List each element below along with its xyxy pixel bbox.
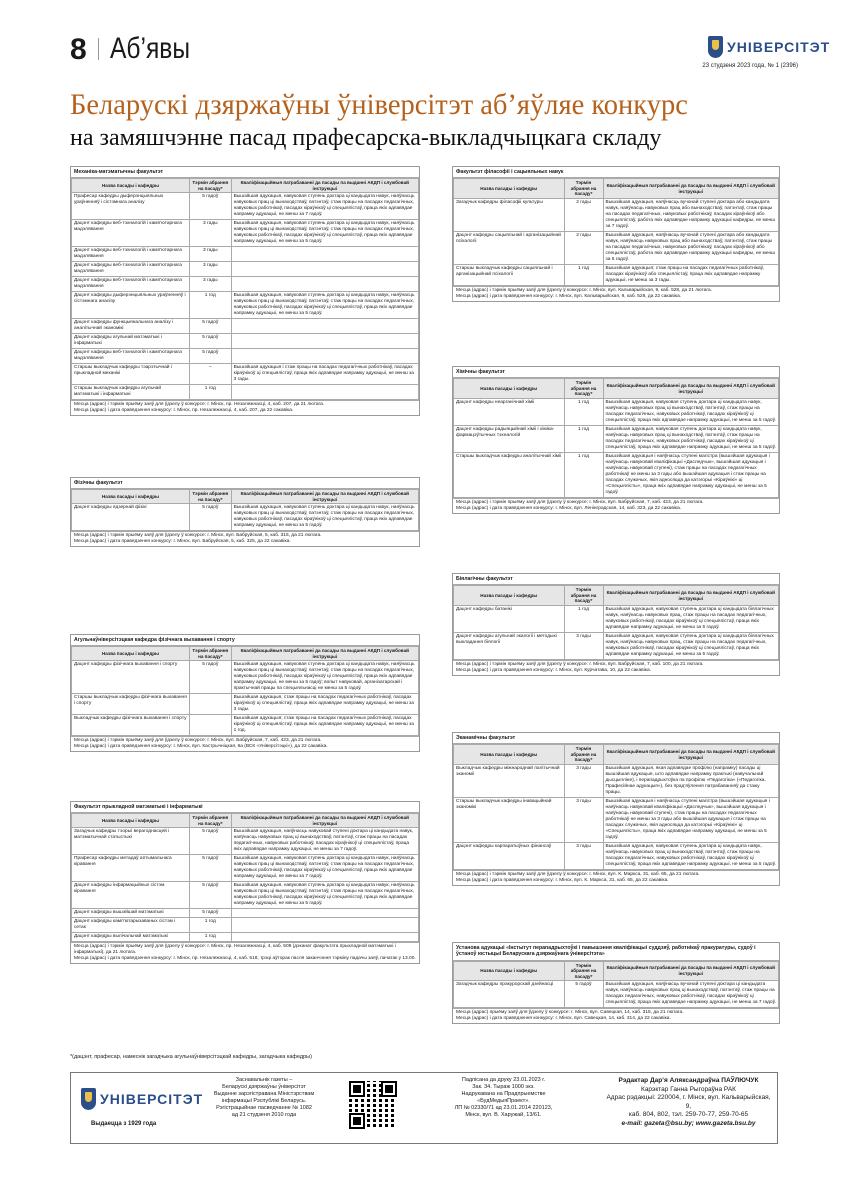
cell-qual: Вышэйшая адукацыя, навуковая ступень доктара ці кандыдата навук, наяўнасць навуковых прац ці вынаходстваў, патэнтаў, стаж працы на пасадах педагагічных, навуковых работнікаў, пасадах кіраўнікоў ці спецыялістаў, праца якіх адпавядае напрамку адукацыі, не менш за 5 гадоў. (603, 843, 779, 870)
table-row (454, 426, 779, 453)
table-row (72, 504, 419, 531)
cell-qual: Вышэйшая адукацыя, навуковая ступень доктара ці кандыдата навук, наяўнасць навуковых прац ці вынаходстваў, патэнтаў, стаж працы на пасадах педагагічных, навуковых работнікаў, пасадах кіраўнікоў ці спецыялістаў, праца якіх адпавядае напрамку адукацыі, не менш за 5 гадоў. (603, 399, 779, 426)
column-header-qual: Кваліфікацыйныя патрабаванні да пасады па выданні АКДП і службовай інструкцыі (231, 647, 418, 661)
cell-qual: Вышэйшая адукацыя, наяўнасць навуковай ступені доктара ці кандыдата навук, наяўнасць навуковых прац ці вынаходстваў, патэнтаў, стаж працы на пасадах педагагічных, навуковых работнікаў, пасадах кіраўнікоў ці спецыялістаў, праца якіх адпавядае напрамку адукацыі, не менш за 7 гадоў. (231, 828, 418, 855)
table-row (454, 606, 779, 633)
block-title: Установа адукацыі «Інстытут перападрыхтоўкі і павышэння кваліфікацыі суддзяў, работнікаў пракуратуры, судоў і ўстаноў юстыцыі Беларускага дзяржаўнага ўніверсітэта» (453, 943, 779, 961)
cell-qual: Вышэйшая адукацыя, якая адпавядае профілю (напрамку) пасады ці вышэйшая адукацыя, што адпавядае напрамку практыкі (навучальнай дысцыпліне), і перападрыхтоўка па профілю «Педагогіка» («Педагогіка. Прафесійнае адукацыя»), без прад’яўлення патрабаванняў да стажу працы. (603, 765, 779, 798)
headline: Беларускі дзяржаўны ўніверсітэт аб’яўляе конкурс (70, 88, 688, 121)
column-header-name: Назва пасады і кафедры (454, 586, 565, 606)
cell-qual: Вышэйшая адукацыя, навуковая ступень доктара ці кандыдата біялагічных навук, наяўнасць навуковых прац, стаж працы на пасадах педагагічных, навуковых работнікаў, пасадах кіраўнікоў ці спецыялістаў, праца якіх адпавядае напрамку адукацыі, не менш за 5 гадоў. (603, 633, 779, 660)
block-note: Месца (адрас) прыёму заяў для ўдзелу ў конкурсе: г. Мінск, вул. Савецкая, 14, каб. 315, да 21 лютага. Месца (адрас) і дата правядзення конкурсу: г. Мінск, вул. Савецкая, 14, каб. 314, да 22 сакавіка. (453, 1008, 779, 1023)
cell-name: Дацэнт кафедры веб-тэхналогій і камп’ютарнага мадэлявання (72, 247, 190, 262)
university-crest-icon (708, 36, 723, 58)
cell-term: 5 гадоў (189, 504, 231, 531)
cell-name: Дацэнт кафедры батанікі (454, 606, 565, 633)
block-note: Месца (адрас) і тэрмін прыёму заяў для ўдзелу ў конкурсе: г. Мінск, вул. Кальварыйская, 9, каб. 528, да 21 лютага. Месца (адрас) і дата правядзення конкурсу: г. Мінск, вул. Кальварыйская, 9, каб. 528, да 22 сакавіка. (453, 286, 779, 301)
table-row (72, 292, 419, 319)
cell-term: 5 гадоў (189, 349, 231, 364)
table-row (72, 364, 419, 385)
cell-name: Дацэнт кафедры агульнай матэматыкі і інфарматыкі (72, 334, 190, 349)
cell-qual: Вышэйшая адукацыя; стаж працы на пасадах педагагічных работнікаў, пасадах кіраўнікоў ці спецыялістаў, праца якіх адпавядае напрамку адукацыі, не менш за 1 год. (231, 715, 418, 736)
cell-name: Выкладчык кафедры фізічнага выхавання і спорту (72, 715, 190, 736)
cell-qual (231, 334, 418, 349)
cell-qual: Вышэйшая адукацыя, навуковая ступень доктара ці кандыдата навук, наяўнасць навуковых прац ці вынаходстваў, патэнтаў, стаж працы на пасадах педагагічных, навуковых работнікаў, пасадах кіраўнікоў ці спецыялістаў, праца якіх адпавядае напрамку адукацыі, не менш за 5 гадоў. (231, 504, 418, 531)
cell-name: Старшы выкладчык кафедры інавацыйнай эканомікі (454, 798, 565, 843)
editor: Рэдактар Дар’я Аляксандраўна ПАЎЛЮЧУК (618, 1077, 759, 1084)
table-row (72, 220, 419, 247)
table-row (72, 882, 419, 909)
cell-term: 1 год (564, 426, 603, 453)
imprint-box (70, 1072, 778, 1144)
column-header-qual: Кваліфікацыйныя патрабаванні да пасады па выданні АКДП і службовай інструкцыі (603, 745, 779, 765)
column-header-qual: Кваліфікацыйныя патрабаванні да пасады па выданні АКДП і службовай інструкцыі (603, 586, 779, 606)
cell-term: 1 год (564, 606, 603, 633)
block-note: Месца (адрас) і тэрмін прыёму заяў для ўдзелу ў конкурсе: г. Мінск, вул. Бабруйская, 7, каб. 423, да 21 лютага. Месца (адрас) і дата правядзення конкурсу: г. Мінск, вул. Ленінградская, 14, каб. 323, да 22 сакавіка. (453, 498, 779, 513)
positions-table (453, 961, 779, 1009)
positions-table (71, 813, 419, 942)
cell-term: – (189, 364, 231, 385)
table-row (454, 843, 779, 870)
cell-name: Старшы выкладчык кафедры аналітычнай хіміі (454, 453, 565, 498)
cell-qual: Вышэйшая адукацыя, навуковая ступень доктара ці кандыдата навук, наяўнасць навуковых прац ці вынаходстваў, патэнтаў, стаж працы на пасадах педагагічных, навуковых работнікаў, пасадах кіраўнікоў ці спецыялістаў, праца якіх адпавядае напрамку адукацыі, не менш за 5 гадоў. (231, 882, 418, 909)
cell-qual: Вышэйшая адукацыя, наяўнасць вучонай ступені доктара ці кандыдата навук, наяўнасць навуковых прац ці вынаходстваў, патэнтаў, стаж працы на пасадах педагагічных, навуковых работнікаў, пасадах кіраўнікоў ці спецыялістаў, праца якіх адпавядае напрамку адукацыі, не менш за 7 гадоў. (603, 981, 779, 1008)
positions-table (71, 646, 419, 736)
cell-qual (231, 933, 418, 942)
table-row (72, 933, 419, 942)
cell-name: Старшы выкладчык кафедры агульнай матэматыкі і інфарматыкі (72, 385, 190, 400)
cell-term (189, 694, 231, 715)
table-row (72, 319, 419, 334)
cell-term: 5 гадоў (189, 909, 231, 918)
corrector: Карэктар Ганна Рыгораўна РАК (641, 1085, 736, 1093)
block-note: Месца (адрас) і тэрмін прыёму заяў для ўдзелу ў конкурсе: г. Мінск, вул. Бабруйская, 7, каб. 100, да 21 лютага. Месца (адрас) і дата правядзення конкурсу: г. Мінск, вул. Курчатава, 10, да 22 сакавіка. (453, 660, 779, 675)
positions-table (71, 489, 419, 531)
announcement-block (70, 166, 420, 416)
cell-name: Дацэнт кафедры вылічальнай матэматыкі (72, 933, 190, 942)
newspaper-logo (708, 36, 830, 58)
table-row (454, 765, 779, 798)
column-header-name: Назва пасады і кафедры (72, 814, 190, 828)
block-note: Месца (адрас) і тэрмін прыёму заяў для ўдзелу ў конкурсе: г. Мінск, вул. Бабруйская, 7, каб. 423, да 21 лютага. Месца (адрас) і дата правядзення конкурсу: г. Мінск, вул. Кастрычніцкая, 6а (ВСК «Універсітэцкі»), да 22 сакавіка. (71, 736, 419, 751)
block-note: Месца (адрас) і тэрмін прыёму заяў для ўдзелу ў конкурсе: г. Мінск, пр. Незалежнасці, 4, каб. 509 (дэканат факультэта прыкладной матэматыкі і інфарматыкі), да 21 лютага. Месца (адрас) і дата правядзення конкурсу: г. Мінск, пр. Незалежнасці, 4, каб. 518, трэці аўторак пасля заканчэння тэрміну падачы заяў, пачатак у 13.00. (71, 942, 419, 963)
cell-term: 3 гады (189, 220, 231, 247)
cell-qual (231, 385, 418, 400)
announcement-block (452, 732, 780, 886)
block-title: Хімічны факультэт (453, 367, 779, 378)
block-title: Факультэт філасофіі і сацыяльных навук (453, 167, 779, 178)
column-header-name: Назва пасады і кафедры (72, 179, 190, 193)
cell-name: Дацэнт кафедры радыяцыйнай хіміі і хіміка-фармацэўтычных тэхналогій (454, 426, 565, 453)
founder-info: Заснавальнік газеты – Беларускі дзяржаўны ўніверсітэт Выданне зарэгістравана Міністэрствам інфармацыі Рэспублікі Беларусь. Рэгістрацыйнае пасведчанне № 1082 ад 21 студзеня 2010 года (213, 1077, 315, 1118)
table-row (72, 193, 419, 220)
footnote: *(дацэнт, прафесар, намеснік загадчыка агульнаўніверсітэцкай кафедры, загадчыка кафедры) (70, 1054, 312, 1060)
table-row (72, 918, 419, 933)
cell-qual (231, 319, 418, 334)
table-row (72, 828, 419, 855)
cell-term: 3 гады (189, 262, 231, 277)
cell-name: Дацэнт кафедры ядзернай фізікі (72, 504, 190, 531)
editorial-info (606, 1077, 771, 1128)
issue-date: 23 студзеня 2023 года, № 1 (2396) (702, 63, 798, 69)
cell-name: Загадчык кафедры пракурорскай дзейнасці (454, 981, 565, 1008)
cell-term: 5 гадоў (564, 981, 603, 1008)
positions-table (453, 585, 779, 660)
cell-qual: Вышэйшая адукацыя, навуковая ступень доктара ці кандыдата навук, наяўнасць навуковых прац ці вынаходстваў, патэнтаў, стаж працы на пасадах педагагічных, навуковых работнікаў, пасадах кіраўнікоў ці спецыялістаў, праца якіх адпавядае напрамку адукацыі, не менш за 5 гадоў. (603, 426, 779, 453)
column-header-term: Тэрмін абрання на пасаду* (189, 490, 231, 504)
logo-text: УНІВЕРСІТЭТ (727, 39, 831, 55)
column-header-name: Назва пасады і кафедры (72, 490, 190, 504)
cell-qual: Вышэйшая адукацыя і наяўнасць ступені магістра (вышэйшая адукацыя і наяўнасць навуковай кваліфікацыі «Даследчык», вышэйшая адукацыя і наяўнасць навуковай ступені), стаж працы на пасадах педагагічных работнікаў не менш за 3 гады або вышэйшая адукацыя і стаж працы на пасадах служачых, якія адносяцца да катэгорыі «Кіраўнікі» ці «Спецыялісты», праца якіх адпавядае напрамку адукацыі, не менш за 5 гадоў. (603, 798, 779, 843)
cell-name: Дацэнт кафедры веб-тэхналогій і камп’ютарнага мадэлявання (72, 277, 190, 292)
column-header-term: Тэрмін абрання на пасаду* (189, 179, 231, 193)
block-title: Біялагічны факультэт (453, 574, 779, 585)
cell-name: Загадчык кафедры філасофіі культуры (454, 199, 565, 232)
cell-term: 5 гадоў (189, 828, 231, 855)
column-header-qual: Кваліфікацыйныя патрабаванні да пасады па выданні АКДП і службовай інструкцыі (603, 179, 779, 199)
cell-term: 1 год (189, 933, 231, 942)
cell-term: 5 гадоў (189, 319, 231, 334)
positions-table (453, 378, 779, 498)
cell-qual (231, 909, 418, 918)
table-row (454, 232, 779, 265)
block-title: Эканамічны факультэт (453, 733, 779, 744)
cell-name: Дацэнт кафедры фізічнага выхавання і спорту (72, 661, 190, 694)
column-header-term: Тэрмін абрання на пасаду* (564, 961, 603, 981)
cell-name: Дацэнт кафедры камп’ютарызаваных сістэм і сетак (72, 918, 190, 933)
table-row (72, 909, 419, 918)
column-header-qual: Кваліфікацыйныя патрабаванні да пасады па выданні АКДП і службовай інструкцыі (603, 961, 779, 981)
cell-name: Дацэнт кафедры функцыянальнага аналізу і аналітычнай эканомікі (72, 319, 190, 334)
block-title: Агульнаўніверсітэцкая кафедра фізічнага выхавання і спорту (71, 635, 419, 646)
announcement-block (452, 573, 780, 676)
cell-term: 1 год (189, 385, 231, 400)
print-info: Падпісана да друку 23.01.2023 г. Зак. 34. Тыраж 1000 экз. Надрукавана на Прадпрыемстве «БудМедыяПраект». ЛП № 02330/71 ад 23.01.2014 220123, Мінск, вул. В. Харужай, 13/61. (454, 1077, 553, 1118)
table-row (72, 349, 419, 364)
cell-term: 3 гады (564, 765, 603, 798)
table-row (454, 399, 779, 426)
column-header-name: Назва пасады і кафедры (454, 961, 565, 981)
cell-term: 5 гадоў (189, 661, 231, 694)
subheadline: на замяшчэнне пасад прафесарска-выкладчыцкага складу (70, 125, 662, 151)
positions-table (71, 178, 419, 400)
cell-qual: Вышэйшая адукацыя, навуковая ступень доктара ці кандыдата навук, наяўнасць навуковых прац ці вынаходстваў, патэнтаў, стаж працы на пасадах педагагічных, навуковых работнікаў, пасадах кіраўнікоў ці спецыялістаў, праца якіх адпавядае напрамку адукацыі, не менш за 5 гадоў. (231, 220, 418, 247)
positions-table (453, 178, 779, 286)
cell-term: 1 год (189, 918, 231, 933)
cell-name: Дацэнт кафедры карпаратыўных фінансаў (454, 843, 565, 870)
cell-name: Дацэнт кафедры інфармацыйных сістэм кіравання (72, 882, 190, 909)
table-row (72, 715, 419, 736)
table-row (72, 661, 419, 694)
cell-term: 1 год (564, 453, 603, 498)
cell-qual: Вышэйшая адукацыя, навуковая ступень доктара ці кандыдата навук, наяўнасць навуковых прац ці вынаходстваў, патэнтаў, стаж працы на пасадах педагагічных, навуковых работнікаў, пасадах кіраўнікоў ці спецыялістаў, праца якіх адпавядае напрамку адукацыі, не менш за 7 гадоў. (231, 855, 418, 882)
cell-term: 1 год (564, 399, 603, 426)
table-row (454, 453, 779, 498)
table-row (454, 981, 779, 1008)
cell-name: Загадчык кафедры тэорыі верагоднасцей і матэматычнай статыстыкі (72, 828, 190, 855)
cell-qual: Вышэйшая адукацыя, стаж працы на пасадах педагагічных работнікаў, пасадах кіраўнікоў ці спецыялістаў, праца якіх адпавядае напрамку адукацыі, не менш за 3 гады. (231, 694, 418, 715)
cell-name: Дацэнт кафедры сацыяльнай і арганізацыйнай псіхалогіі (454, 232, 565, 265)
editorial-email: e-mail: gazeta@bsu.by; www.gazeta.bsu.by (621, 1119, 756, 1127)
cell-name: Прафесар кафедры дыферэнцыяльных ураўненняў і сістэмнага аналізу (72, 193, 190, 220)
cell-qual (231, 247, 418, 262)
editorial-address: Адрас рэдакцыі: 220004, г. Мінск, вул. Кальварыйская, 9, каб. 804, 802, тэл. 259-70-77, 259-70-65 (606, 1094, 771, 1118)
column-header-name: Назва пасады і кафедры (454, 179, 565, 199)
cell-term: 3 гады (564, 633, 603, 660)
table-row (72, 385, 419, 400)
table-row (454, 265, 779, 286)
announcement-block (70, 634, 420, 752)
cell-term: 3 гады (189, 247, 231, 262)
table-row (72, 855, 419, 882)
column-header-term: Тэрмін абрання на пасаду* (564, 179, 603, 199)
block-title: Фізічны факультэт (71, 478, 419, 489)
cell-term: 3 гады (564, 843, 603, 870)
cell-name: Дацэнт кафедры веб-тэхналогій і камп’ютарнага мадэлявання (72, 349, 190, 364)
cell-term: 5 гадоў (189, 193, 231, 220)
cell-name: Дацэнт кафедры неарганічнай хіміі (454, 399, 565, 426)
column-header-term: Тэрмін абрання на пасаду* (189, 814, 231, 828)
column-header-qual: Кваліфікацыйныя патрабаванні да пасады па выданні АКДП і службовай інструкцыі (231, 179, 418, 193)
block-note: Месца (адрас) і тэрмін прыёму заяў для ўдзелу ў конкурсе: г. Мінск, вул. К. Маркса, 31, каб. 65, да 21 лютага. Месца (адрас) і дата правядзення конкурсу: г. Мінск, вул. К. Маркса, 31, каб. 65, да 22 сакавіка. (453, 870, 779, 885)
table-row (72, 334, 419, 349)
table-row (72, 277, 419, 292)
cell-term: 5 гадоў (189, 882, 231, 909)
cell-qual: Вышэйшая адукацыя, навуковая ступень доктара ці кандыдата навук, наяўнасць навуковых прац ці вынаходстваў, патэнтаў, стаж працы на пасадах педагагічных, навуковых работнікаў, пасадах кіраўнікоў ці спецыялістаў, праца якіх адпавядае напрамку адукацыі, не менш за 5 гадоў. (231, 292, 418, 319)
cell-qual: Вышэйшая адукацыя, навуковая ступень доктара ці кандыдата навук, наяўнасць навуковых прац ці вынаходстваў, патэнтаў, стаж працы на пасадах педагагічных, навуковых работнікаў, пасадах кіраўнікоў ці спецыялістаў, праца якіх адпавядае напрамку адукацыі, не менш за 7 гадоў. (231, 193, 418, 220)
column-header-qual: Кваліфікацыйныя патрабаванні да пасады па выданні АКДП і службовай інструкцыі (231, 490, 418, 504)
cell-qual: Вышэйшая адукацыя, наяўнасць вучонай ступені доктара або кандыдата навук, наяўнасць навуковых прац або вынаходстваў, патэнтаў, стаж працы на пасадах педагагічных, навуковых работнікаў, пасадах кіраўнікоў або спецыялістаў, работа якіх адпавядае напрамку адукацыі кафедры, не менш за 7 гадоў. (603, 199, 779, 232)
footer-logo (81, 1088, 203, 1110)
announcement-block (452, 166, 780, 302)
column-header-name: Назва пасады і кафедры (72, 647, 190, 661)
university-crest-icon (81, 1088, 96, 1110)
cell-term: 2 гады (564, 199, 603, 232)
positions-table (453, 744, 779, 870)
column-header-qual: Кваліфікацыйныя патрабаванні да пасады па выданні АКДП і службовай інструкцыі (231, 814, 418, 828)
table-row (454, 199, 779, 232)
table-row (454, 633, 779, 660)
block-note: Месца (адрас) і тэрмін прыёму заяў для ўдзелу ў конкурсе: г. Мінск, пр. Незалежнасці, 4, каб. 207, да 21 лютага. Месца (адрас) і дата правядзення конкурсу: г. Мінск, пр. Незалежнасці, 4, каб. 207, да 22 сакавіка. (71, 400, 419, 415)
cell-name: Дацэнт кафедры веб-тэхналогій і камп’ютарнага мадэлявання (72, 220, 190, 247)
cell-qual (231, 349, 418, 364)
block-note: Месца (адрас) і тэрмін прыёму заяў для ўдзелу ў конкурсе: г. Мінск, вул. Бабруйская, 5, каб. 315, да 21 лютага. Месца (адрас) і дата правядзення конкурсу: г. Мінск, вул. Бабруйская, 5, каб. 325, да 22 сакавіка. (71, 531, 419, 546)
cell-term: 2 гады (564, 232, 603, 265)
cell-term (189, 715, 231, 736)
cell-qual (231, 277, 418, 292)
cell-term: 1 год (564, 265, 603, 286)
table-row (454, 798, 779, 843)
column-header-term: Тэрмін абрання на пасаду* (564, 586, 603, 606)
cell-name: Старшы выкладчык кафедры тэарэтычнай і прыкладной механікі (72, 364, 190, 385)
table-row (72, 262, 419, 277)
cell-term: 5 гадоў (189, 855, 231, 882)
cell-name: Прафесар кафедры метадаў аптымальнага кіравання (72, 855, 190, 882)
column-header-term: Тэрмін абрання на пасаду* (189, 647, 231, 661)
cell-name: Дацэнт кафедры агульнай экалогіі і методыкі выкладання біялогіі (454, 633, 565, 660)
announcement-block (70, 801, 420, 964)
block-title: Механіка-матэматычны факультэт (71, 167, 419, 178)
cell-name: Дацэнт кафедры дыферэнцыяльных ураўненняў і сістэмнага аналізу (72, 292, 190, 319)
column-header-name: Назва пасады і кафедры (454, 379, 565, 399)
header-divider (98, 38, 99, 60)
cell-name: Дацэнт кафедры веб-тэхналогій і камп’ютарнага мадэлявання (72, 262, 190, 277)
announcement-block (452, 366, 780, 514)
cell-name: Старшы выкладчык кафедры сацыяльнай і арганізацыйнай псіхалогіі (454, 265, 565, 286)
cell-qual: Вышэйшая адукацыя; стаж працы на пасадах педагагічных работнікаў, пасадах кіраўнікоў або спецыялістаў, праца якіх адпавядае напрамку адукацыі, не менш за 3 гады. (603, 265, 779, 286)
footer-logo-text: УНІВЕРСІТЭТ (100, 1091, 204, 1107)
cell-qual: Вышэйшая адукацыя, наяўнасць вучонай ступені доктара або кандыдата навук, наяўнасць навуковых прац або вынаходстваў, патэнтаў, стаж працы на пасадах педагагічных, навуковых работнікаў, пасадах кіраўнікоў або спецыялістаў, работа якіх адпавядае напрамку адукацыі кафедры, не менш за 5 гадоў. (603, 232, 779, 265)
cell-name: Дацэнт кафедры вышэйшай матэматыкі (72, 909, 190, 918)
cell-qual: Вышэйшая адукацыя і наяўнасць ступені магістра (вышэйшая адукацыя і наяўнасць навуковай кваліфікацыі «Даследчык», вышэйшая адукацыя і наяўнасць навуковай ступені), стаж працы на пасадах педагагічных работнікаў не менш за 3 гады або вышэйшая адукацыя і стаж працы на пасадах служачых, якія адносяцца да катэгорыі «Кіраўнікі» ці «Спецыялісты», праца якіх адпавядае напрамку адукацыі, не менш за 5 гадоў. (603, 453, 779, 498)
cell-qual (231, 918, 418, 933)
announcement-block (452, 942, 780, 1024)
section-title: Аб’явы (110, 32, 191, 65)
published-since: Выдаецца з 1929 года (91, 1121, 157, 1127)
table-row (72, 247, 419, 262)
cell-qual: Вышэйшая адукацыя і стаж працы на пасадах педагагічных работнікаў, пасадах кіраўнікоў ці спецыялістаў, праца якіх адпавядае напрамку адукацыі, не менш за 3 гады. (231, 364, 418, 385)
cell-name: Старшы выкладчык кафедры фізічнага выхавання і спорту (72, 694, 190, 715)
column-header-name: Назва пасады і кафедры (454, 745, 565, 765)
cell-term: 3 гады (189, 277, 231, 292)
table-row (72, 694, 419, 715)
column-header-term: Тэрмін абрання на пасаду* (564, 745, 603, 765)
column-header-qual: Кваліфікацыйныя патрабаванні да пасады па выданні АКДП і службовай інструкцыі (603, 379, 779, 399)
column-header-term: Тэрмін абрання на пасаду* (564, 379, 603, 399)
cell-term: 1 год (189, 292, 231, 319)
cell-qual (231, 262, 418, 277)
cell-term: 3 гады (564, 798, 603, 843)
page-number: 8 (70, 33, 87, 66)
cell-name: Выкладчык кафедры міжнароднай палітычнай эканоміі (454, 765, 565, 798)
block-title: Факультэт прыкладной матэматыкі і інфарматыкі (71, 802, 419, 813)
cell-term: 5 гадоў (189, 334, 231, 349)
cell-qual: Вышэйшая адукацыя, навуковая ступень доктара ці кандыдата біялагічных навук, наяўнасць навуковых прац, стаж працы на пасадах педагагічных, навуковых работнікаў, пасадах кіраўнікоў ці спецыялістаў, праца якіх адпавядае напрамку адукацыі, не менш за 5 гадоў. (603, 606, 779, 633)
cell-qual: Вышэйшая адукацыя, навуковая ступень доктара ці кандыдата навук, наяўнасць навуковых прац ці вынаходстваў, патэнтаў, стаж працы на пасадах педагагічных, навуковых работнікаў, пасадах кіраўнікоў ці спецыялістаў, праца якіх адпавядае напрамку адукацыі, не менш за 5 гадоў; вопыт навуковай, арганізатарскай і практычнай працы па спецыяльнасці не менш за 5 гадоў. (231, 661, 418, 694)
announcement-block (70, 477, 420, 547)
